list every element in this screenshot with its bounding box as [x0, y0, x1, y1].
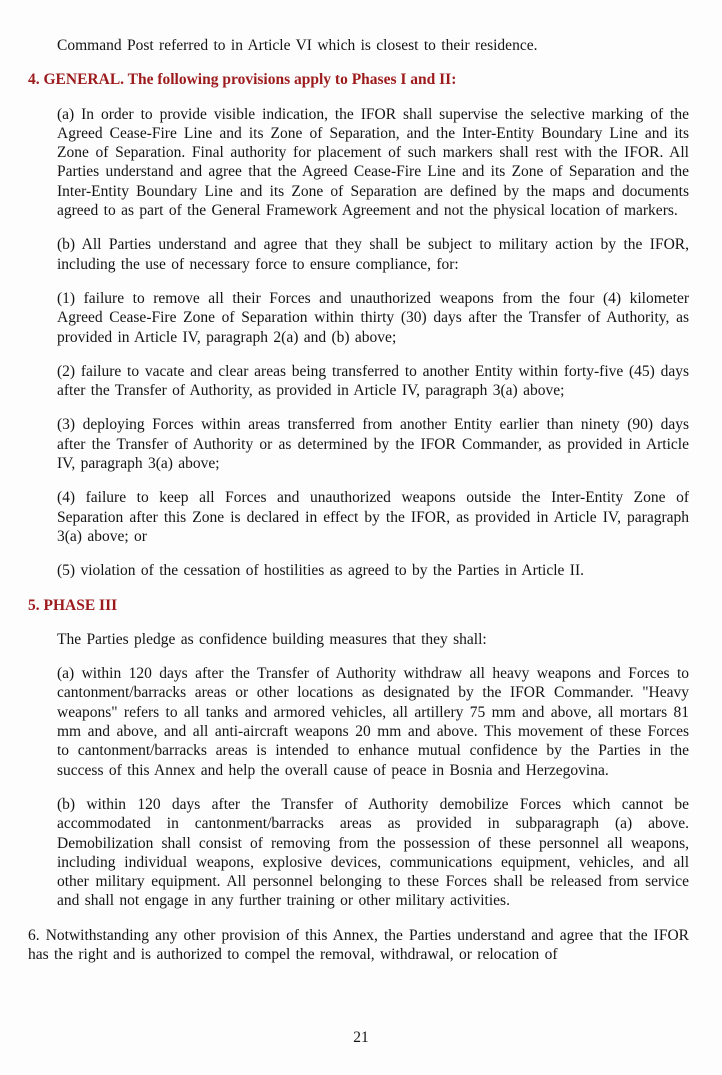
list-item-4b-2: (2) failure to vacate and clear areas being transferred to another Entity within forty-five (45) days after the Transfer of Authority, as provided in Article IV, paragraph 3(a) above; — [57, 362, 689, 400]
list-item-4b-4: (4) failure to keep all Forces and unauthorized weapons outside the Inter-Entity Zone of Separation after this Zone is declared in effect by the IFOR, as provided in Article IV, paragraph 3(a) above; or — [57, 489, 689, 545]
list-item-4b-1: (1) failure to remove all their Forces and unauthorized weapons from the four (4) kilometer Agreed Cease-Fire Zone of Separation within thirty (30) days after the Transfer of Authority, as provided in Article IV, paragraph 2(a) and (b) above; — [57, 289, 689, 346]
paragraph-4a: (a) In order to provide visible indication, the IFOR shall supervise the selective marking of the Agreed Cease-Fire Line and its Zone of Separation, and the Inter-Entity Boundary Line and its Zone of Separation. Final authority for placement of such markers shall rest with the IFOR. All Parties understand and agree that the Agreed Cease-Fire Line and its Zone of Separation and the Inter-Entity Boundary Line and its Zone of Separation are defined by the maps and documents agreed to as part of the General Framework Agreement and not the physical location of markers. — [57, 105, 689, 220]
list-item-4b-3: (3) deploying Forces within areas transferred from another Entity earlier than ninety (90) days after the Transfer of Authority or as determined by the IFOR Commander, as provided in Article IV, paragraph 3(a) above; — [57, 416, 689, 473]
paragraph-4b: (b) All Parties understand and agree that they shall be subject to military action by the IFOR, including the use of necessary force to ensure compliance, for: — [57, 236, 689, 273]
paragraph-5-intro: The Parties pledge as confidence building measures that they shall: — [57, 630, 487, 648]
page-number: 21 — [353, 1029, 369, 1046]
paragraph-6: 6. Notwithstanding any other provision of this Annex, the Parties understand and agree that the IFOR has the right and is authorized to compel the removal, withdrawal, or relocation of — [28, 926, 689, 963]
list-item-4b-5: (5) violation of the cessation of hostilities as agreed to by the Parties in Article II. — [57, 562, 584, 580]
section-heading-5-phase-iii: 5. PHASE III — [28, 596, 118, 614]
paragraph-5a: (a) within 120 days after the Transfer of Authority withdraw all heavy weapons and Forces to cantonment/barracks areas or other locations as designated by the IFOR Commander. "Heavy weapons" refers to all tanks and armored vehicles, all artillery 75 mm and above, all mortars 81 mm and above, and all anti-aircraft weapons 20 mm and above. This movement of these Forces to cantonment/barracks areas is intended to enhance mutual confidence by the Parties in the success of this Annex and help the overall cause of peace in Bosnia and Herzegovina. — [57, 665, 689, 779]
paragraph-5b: (b) within 120 days after the Transfer of Authority demobilize Forces which cannot be accommodated in cantonment/barracks areas as provided in subparagraph (a) above. Demobilization shall consist of removing from the possession of these personnel all weapons, including individual weapons, explosive devices, communications equipment, vehicles, and all other military equipment. All personnel belonging to these Forces shall be released from service and shall not engage in any further training or other military activities. — [57, 795, 689, 910]
paragraph-continuation: Command Post referred to in Article VI which is closest to their residence. — [57, 37, 538, 54]
section-heading-4-general: 4. GENERAL. The following provisions apply to Phases I and II: — [28, 71, 457, 89]
